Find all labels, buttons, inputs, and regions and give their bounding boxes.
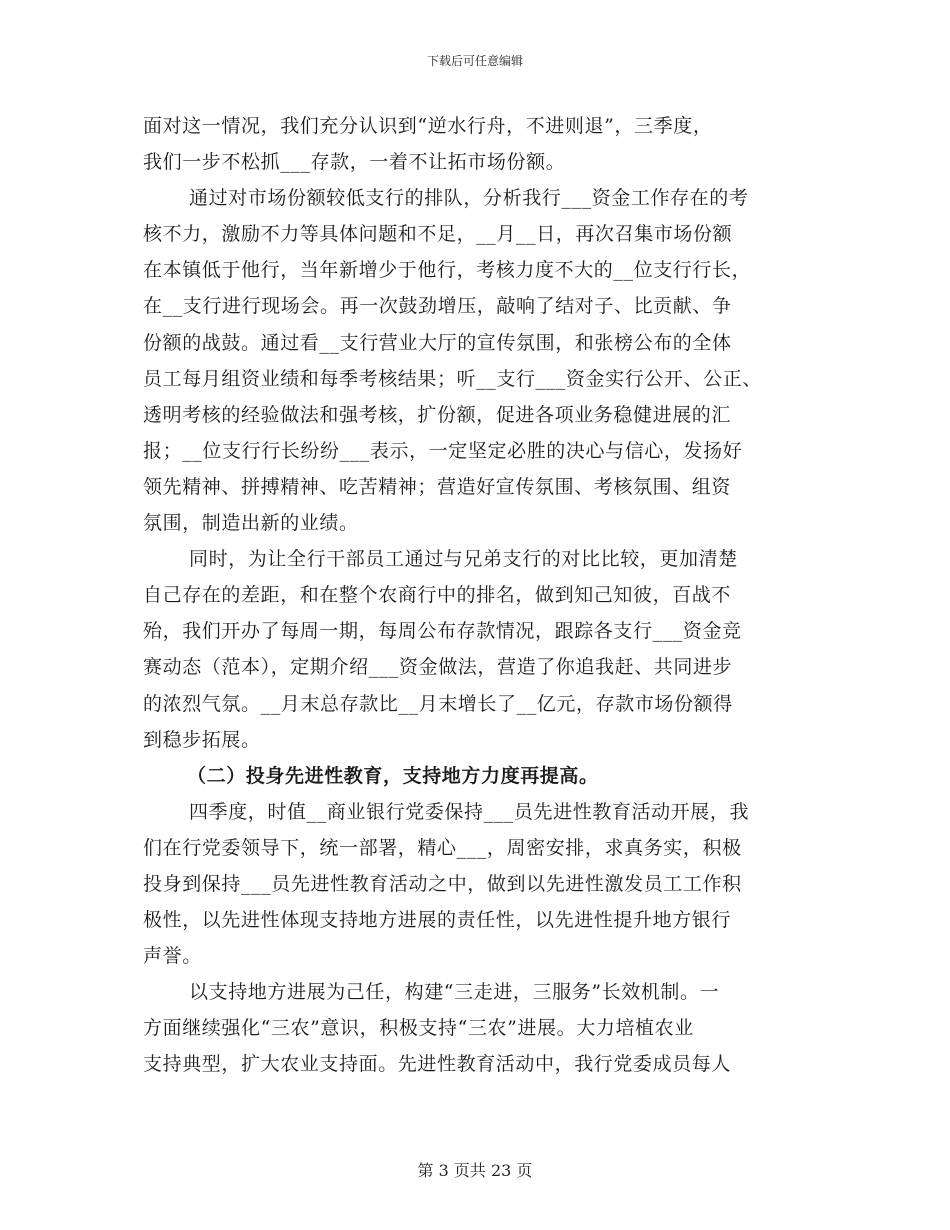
text-line: 支持典型，扩大农业支持面。先进性教育活动中，我行党委成员每人 (143, 1053, 732, 1076)
paragraph-start-line: 四季度，时值__商业银行党委保持___员先进性教育活动开展，我 (189, 800, 750, 823)
text-line: 份额的战鼓。通过看__支行营业大厅的宣传氛围，和张榜公布的全体 (143, 331, 732, 354)
text-line: 赛动态（范本），定期介绍___资金做法，营造了你追我赶、共同进步 (143, 656, 733, 679)
paragraph-start-line: 以支持地方进展为己任，构建“三走进，三服务”长效机制。一 (189, 981, 720, 1004)
page-number-footer: 第 3 页共 23 页 (417, 1161, 533, 1180)
text-line: 投身到保持___员先进性教育活动之中，做到以先进性激发员工工作积 (143, 872, 742, 895)
text-line: 领先精神、拼搏精神、吃苦精神；营造好宣传氛围、考核氛围、组资 (143, 475, 732, 498)
text-line: 极性，以先进性体现支持地方进展的责任性，以先进性提升地方银行 (143, 909, 732, 932)
text-line: 在__支行进行现场会。再一次鼓劲增压，敲响了结对子、比贡献、争 (143, 295, 732, 318)
text-line: 声誉。 (143, 945, 202, 968)
text-line: 透明考核的经验做法和强考核，扩份额，促进各项业务稳健进展的汇 (143, 403, 732, 426)
page-header: 下载后可任意编辑 (426, 54, 523, 68)
text-line: 在本镇低于他行，当年新增少于他行，考核力度不大的__位支行行长， (143, 259, 752, 282)
text-line: 报；__位支行行长纷纷___表示，一定坚定必胜的决心与信心，发扬好 (143, 439, 743, 462)
paragraph-start-line: 同时，为让全行干部员工通过与兄弟支行的对比比较，更加清楚 (189, 548, 738, 571)
text-line: 们在行党委领导下，统一部署，精心___，周密安排，求真务实，积极 (143, 836, 742, 859)
text-line: 我们一步不松抓___存款，一着不让拓市场份额。 (143, 151, 566, 174)
text-line: 员工每月组资业绩和每季考核结果；听__支行___资金实行公开、公正、 (143, 367, 762, 390)
text-line: 氛围，制造出新的业绩。 (143, 512, 359, 535)
document-body (143, 108, 813, 1083)
text-line: 到稳步拓展。 (143, 728, 261, 751)
text-line: 自己存在的差距，和在整个农商行中的排名，做到知己知彼，百战不 (143, 584, 732, 607)
text-line: 面对这一情况，我们充分认识到“逆水行舟，不进则退”，三季度， (143, 115, 713, 137)
paragraph-start-line: 通过对市场份额较低支行的排队，分析我行___资金工作存在的考 (189, 187, 749, 210)
text-line: 核不力，激励不力等具体问题和不足，__月__日，再次召集市场份额 (143, 223, 733, 246)
section-heading: （二）投身先进性教育，支持地方力度再提高。 (187, 764, 599, 787)
text-line: 的浓烈气氛。__月末总存款比__月末增长了__亿元，存款市场份额得 (143, 692, 733, 715)
text-line: 方面继续强化“三农”意识，积极支持“三农”进展。大力培植农业 (143, 1017, 694, 1040)
text-line: 殆，我们开办了每周一期，每周公布存款情况，跟踪各支行___资金竞 (143, 620, 742, 643)
